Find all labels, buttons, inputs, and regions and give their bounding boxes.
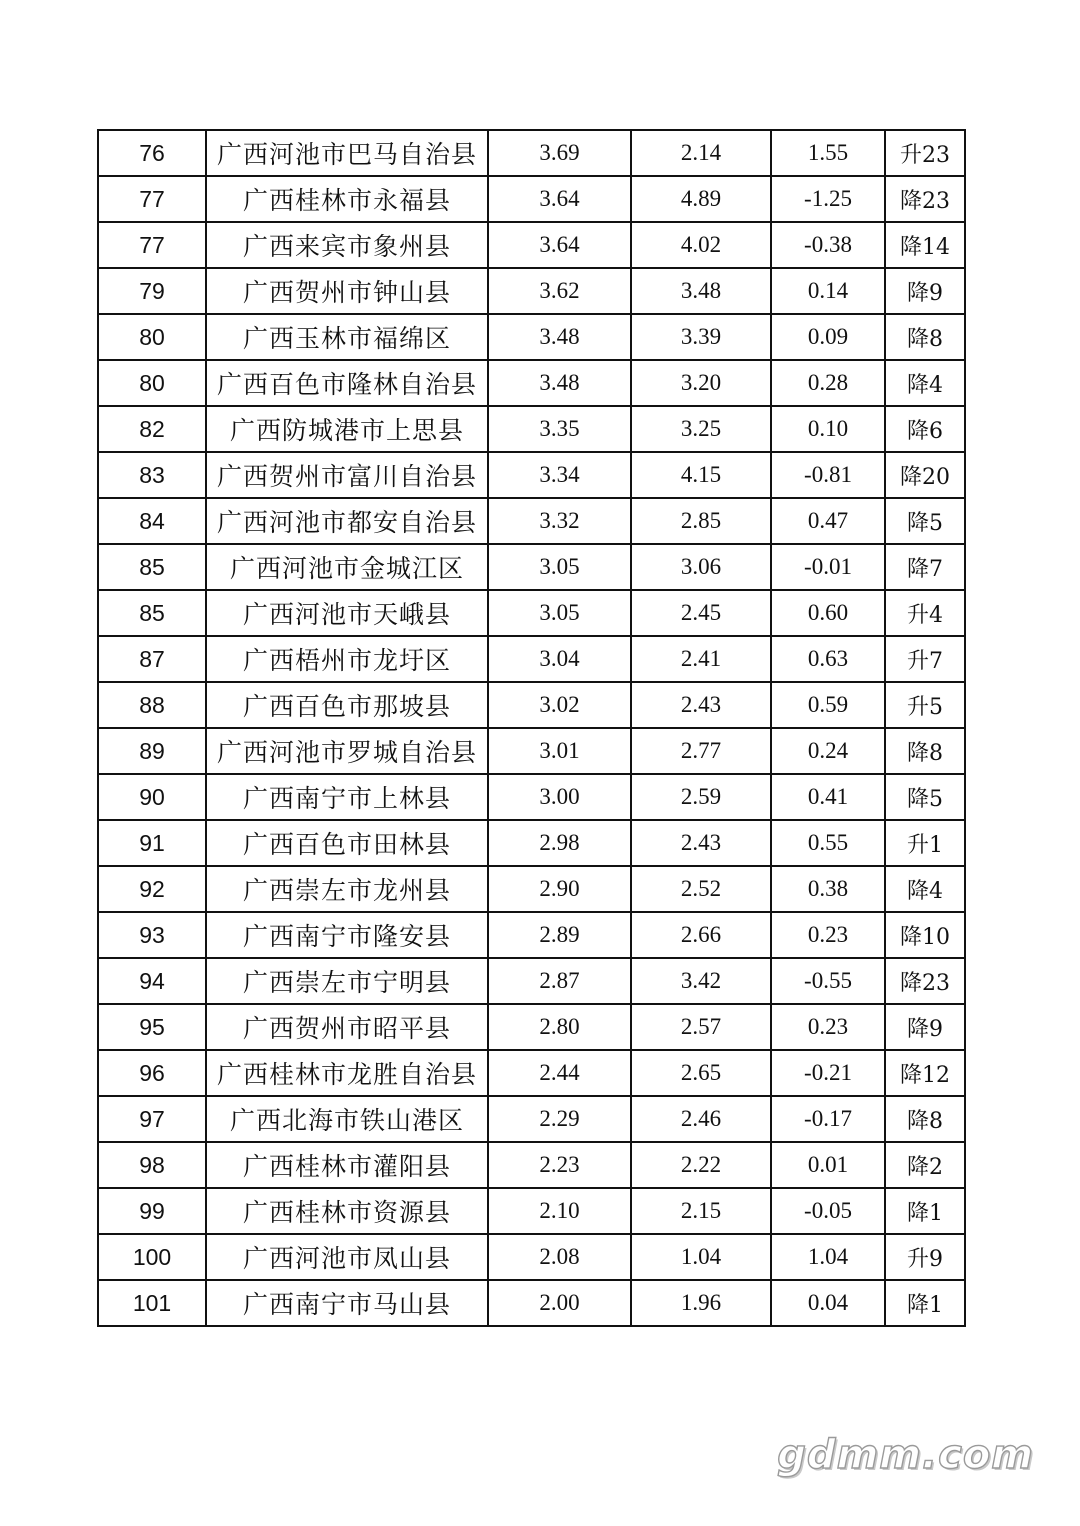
- table-row: [98, 314, 965, 360]
- rank-cell: 96: [98, 1050, 206, 1096]
- value-current-cell: 3.04: [488, 636, 631, 682]
- value-current-cell: 3.48: [488, 314, 631, 360]
- table-row: [98, 1280, 965, 1326]
- value-difference-cell: 0.60: [771, 590, 885, 636]
- county-name-cell: 广西百色市田林县: [206, 820, 488, 866]
- value-current-cell: 2.80: [488, 1004, 631, 1050]
- rank-change-cell: 升7: [885, 636, 965, 682]
- value-previous-cell: 2.15: [631, 1188, 771, 1234]
- table-row: [98, 406, 965, 452]
- value-difference-cell: 0.23: [771, 912, 885, 958]
- rank-cell: 89: [98, 728, 206, 774]
- county-name-cell: 广西百色市隆林自治县: [206, 360, 488, 406]
- value-previous-cell: 2.43: [631, 820, 771, 866]
- rank-change-cell: 降10: [885, 912, 965, 958]
- county-name-cell: 广西河池市金城江区: [206, 544, 488, 590]
- county-name-cell: 广西百色市那坡县: [206, 682, 488, 728]
- rank-change-cell: 降9: [885, 268, 965, 314]
- value-difference-cell: 0.09: [771, 314, 885, 360]
- value-current-cell: 2.29: [488, 1096, 631, 1142]
- value-previous-cell: 2.52: [631, 866, 771, 912]
- value-previous-cell: 2.57: [631, 1004, 771, 1050]
- county-name-cell: 广西防城港市上思县: [206, 406, 488, 452]
- value-current-cell: 2.23: [488, 1142, 631, 1188]
- value-difference-cell: -0.38: [771, 222, 885, 268]
- table-row: [98, 360, 965, 406]
- rank-cell: 84: [98, 498, 206, 544]
- value-difference-cell: 0.41: [771, 774, 885, 820]
- rank-cell: 85: [98, 544, 206, 590]
- rank-cell: 77: [98, 222, 206, 268]
- value-previous-cell: 2.41: [631, 636, 771, 682]
- county-name-cell: 广西北海市铁山港区: [206, 1096, 488, 1142]
- county-name-cell: 广西玉林市福绵区: [206, 314, 488, 360]
- rank-cell: 83: [98, 452, 206, 498]
- value-difference-cell: 1.55: [771, 130, 885, 176]
- value-previous-cell: 3.20: [631, 360, 771, 406]
- rank-change-cell: 降14: [885, 222, 965, 268]
- value-previous-cell: 2.46: [631, 1096, 771, 1142]
- rank-cell: 77: [98, 176, 206, 222]
- county-name-cell: 广西桂林市资源县: [206, 1188, 488, 1234]
- value-difference-cell: -0.55: [771, 958, 885, 1004]
- value-current-cell: 3.62: [488, 268, 631, 314]
- rank-change-cell: 降8: [885, 314, 965, 360]
- table-row: [98, 498, 965, 544]
- table-row: [98, 958, 965, 1004]
- value-previous-cell: 2.85: [631, 498, 771, 544]
- value-current-cell: 3.35: [488, 406, 631, 452]
- rank-cell: 79: [98, 268, 206, 314]
- value-current-cell: 3.05: [488, 590, 631, 636]
- county-name-cell: 广西桂林市灌阳县: [206, 1142, 488, 1188]
- rank-change-cell: 降2: [885, 1142, 965, 1188]
- rank-change-cell: 降1: [885, 1188, 965, 1234]
- value-difference-cell: 0.59: [771, 682, 885, 728]
- table-row: [98, 452, 965, 498]
- value-difference-cell: -0.17: [771, 1096, 885, 1142]
- rank-cell: 95: [98, 1004, 206, 1050]
- value-current-cell: 3.69: [488, 130, 631, 176]
- table-row: [98, 682, 965, 728]
- county-name-cell: 广西贺州市昭平县: [206, 1004, 488, 1050]
- table-row: [98, 728, 965, 774]
- table-row: [98, 1234, 965, 1280]
- ranking-table: [97, 129, 966, 1327]
- rank-change-cell: 降23: [885, 176, 965, 222]
- value-current-cell: 2.08: [488, 1234, 631, 1280]
- table-row: [98, 130, 965, 176]
- value-previous-cell: 4.02: [631, 222, 771, 268]
- value-difference-cell: 0.10: [771, 406, 885, 452]
- rank-change-cell: 降4: [885, 360, 965, 406]
- value-difference-cell: 0.04: [771, 1280, 885, 1326]
- rank-cell: 101: [98, 1280, 206, 1326]
- rank-change-cell: 升1: [885, 820, 965, 866]
- value-difference-cell: -0.81: [771, 452, 885, 498]
- value-current-cell: 3.48: [488, 360, 631, 406]
- value-current-cell: 3.34: [488, 452, 631, 498]
- county-name-cell: 广西南宁市隆安县: [206, 912, 488, 958]
- rank-cell: 98: [98, 1142, 206, 1188]
- value-difference-cell: 0.55: [771, 820, 885, 866]
- value-previous-cell: 2.45: [631, 590, 771, 636]
- rank-cell: 87: [98, 636, 206, 682]
- value-previous-cell: 1.96: [631, 1280, 771, 1326]
- rank-cell: 88: [98, 682, 206, 728]
- county-name-cell: 广西贺州市富川自治县: [206, 452, 488, 498]
- value-previous-cell: 3.42: [631, 958, 771, 1004]
- rank-cell: 85: [98, 590, 206, 636]
- value-current-cell: 3.00: [488, 774, 631, 820]
- rank-change-cell: 降23: [885, 958, 965, 1004]
- rank-cell: 90: [98, 774, 206, 820]
- county-name-cell: 广西河池市凤山县: [206, 1234, 488, 1280]
- value-current-cell: 2.98: [488, 820, 631, 866]
- value-previous-cell: 4.89: [631, 176, 771, 222]
- value-current-cell: 3.64: [488, 176, 631, 222]
- table-row: [98, 774, 965, 820]
- rank-change-cell: 降9: [885, 1004, 965, 1050]
- table-row: [98, 590, 965, 636]
- value-previous-cell: 3.39: [631, 314, 771, 360]
- county-name-cell: 广西贺州市钟山县: [206, 268, 488, 314]
- value-difference-cell: -0.21: [771, 1050, 885, 1096]
- value-previous-cell: 3.25: [631, 406, 771, 452]
- rank-change-cell: 降7: [885, 544, 965, 590]
- value-previous-cell: 3.48: [631, 268, 771, 314]
- value-current-cell: 3.05: [488, 544, 631, 590]
- table-row: [98, 1096, 965, 1142]
- rank-change-cell: 降5: [885, 498, 965, 544]
- value-current-cell: 2.00: [488, 1280, 631, 1326]
- rank-cell: 80: [98, 314, 206, 360]
- value-current-cell: 2.10: [488, 1188, 631, 1234]
- table-row: [98, 1188, 965, 1234]
- rank-change-cell: 降1: [885, 1280, 965, 1326]
- county-name-cell: 广西河池市天峨县: [206, 590, 488, 636]
- value-previous-cell: 1.04: [631, 1234, 771, 1280]
- table-row: [98, 544, 965, 590]
- rank-change-cell: 升5: [885, 682, 965, 728]
- value-difference-cell: -0.05: [771, 1188, 885, 1234]
- table-row: [98, 636, 965, 682]
- table-row: [98, 1050, 965, 1096]
- county-name-cell: 广西来宾市象州县: [206, 222, 488, 268]
- value-previous-cell: 2.14: [631, 130, 771, 176]
- rank-change-cell: 降8: [885, 1096, 965, 1142]
- ranking-table-body: [98, 130, 965, 1326]
- rank-change-cell: 降8: [885, 728, 965, 774]
- table-row: [98, 866, 965, 912]
- value-difference-cell: 0.23: [771, 1004, 885, 1050]
- value-current-cell: 2.89: [488, 912, 631, 958]
- rank-change-cell: 升4: [885, 590, 965, 636]
- value-current-cell: 3.02: [488, 682, 631, 728]
- county-name-cell: 广西河池市罗城自治县: [206, 728, 488, 774]
- value-difference-cell: 0.01: [771, 1142, 885, 1188]
- county-name-cell: 广西南宁市上林县: [206, 774, 488, 820]
- value-current-cell: 3.32: [488, 498, 631, 544]
- value-current-cell: 2.87: [488, 958, 631, 1004]
- rank-cell: 92: [98, 866, 206, 912]
- rank-cell: 76: [98, 130, 206, 176]
- table-row: [98, 820, 965, 866]
- value-previous-cell: 2.43: [631, 682, 771, 728]
- rank-change-cell: 降5: [885, 774, 965, 820]
- rank-cell: 94: [98, 958, 206, 1004]
- table-row: [98, 268, 965, 314]
- watermark: gdmm.com: [777, 1432, 1034, 1478]
- value-difference-cell: 0.47: [771, 498, 885, 544]
- rank-change-cell: 降6: [885, 406, 965, 452]
- rank-cell: 97: [98, 1096, 206, 1142]
- county-name-cell: 广西南宁市马山县: [206, 1280, 488, 1326]
- rank-change-cell: 降20: [885, 452, 965, 498]
- value-previous-cell: 2.66: [631, 912, 771, 958]
- county-name-cell: 广西河池市都安自治县: [206, 498, 488, 544]
- value-difference-cell: -0.01: [771, 544, 885, 590]
- county-name-cell: 广西河池市巴马自治县: [206, 130, 488, 176]
- value-current-cell: 3.64: [488, 222, 631, 268]
- rank-cell: 93: [98, 912, 206, 958]
- value-difference-cell: 1.04: [771, 1234, 885, 1280]
- table-row: [98, 912, 965, 958]
- rank-cell: 80: [98, 360, 206, 406]
- value-difference-cell: 0.14: [771, 268, 885, 314]
- county-name-cell: 广西桂林市龙胜自治县: [206, 1050, 488, 1096]
- value-difference-cell: -1.25: [771, 176, 885, 222]
- rank-change-cell: 降12: [885, 1050, 965, 1096]
- table-row: [98, 222, 965, 268]
- table-row: [98, 1004, 965, 1050]
- county-name-cell: 广西崇左市龙州县: [206, 866, 488, 912]
- table-row: [98, 176, 965, 222]
- value-previous-cell: 4.15: [631, 452, 771, 498]
- rank-change-cell: 降4: [885, 866, 965, 912]
- rank-change-cell: 升9: [885, 1234, 965, 1280]
- value-previous-cell: 2.65: [631, 1050, 771, 1096]
- value-previous-cell: 3.06: [631, 544, 771, 590]
- value-difference-cell: 0.24: [771, 728, 885, 774]
- value-current-cell: 2.44: [488, 1050, 631, 1096]
- value-previous-cell: 2.77: [631, 728, 771, 774]
- rank-cell: 100: [98, 1234, 206, 1280]
- table-row: [98, 1142, 965, 1188]
- value-difference-cell: 0.28: [771, 360, 885, 406]
- rank-cell: 91: [98, 820, 206, 866]
- rank-cell: 82: [98, 406, 206, 452]
- rank-cell: 99: [98, 1188, 206, 1234]
- county-name-cell: 广西崇左市宁明县: [206, 958, 488, 1004]
- value-current-cell: 3.01: [488, 728, 631, 774]
- value-current-cell: 2.90: [488, 866, 631, 912]
- value-previous-cell: 2.59: [631, 774, 771, 820]
- value-difference-cell: 0.38: [771, 866, 885, 912]
- value-difference-cell: 0.63: [771, 636, 885, 682]
- county-name-cell: 广西梧州市龙圩区: [206, 636, 488, 682]
- value-previous-cell: 2.22: [631, 1142, 771, 1188]
- rank-change-cell: 升23: [885, 130, 965, 176]
- county-name-cell: 广西桂林市永福县: [206, 176, 488, 222]
